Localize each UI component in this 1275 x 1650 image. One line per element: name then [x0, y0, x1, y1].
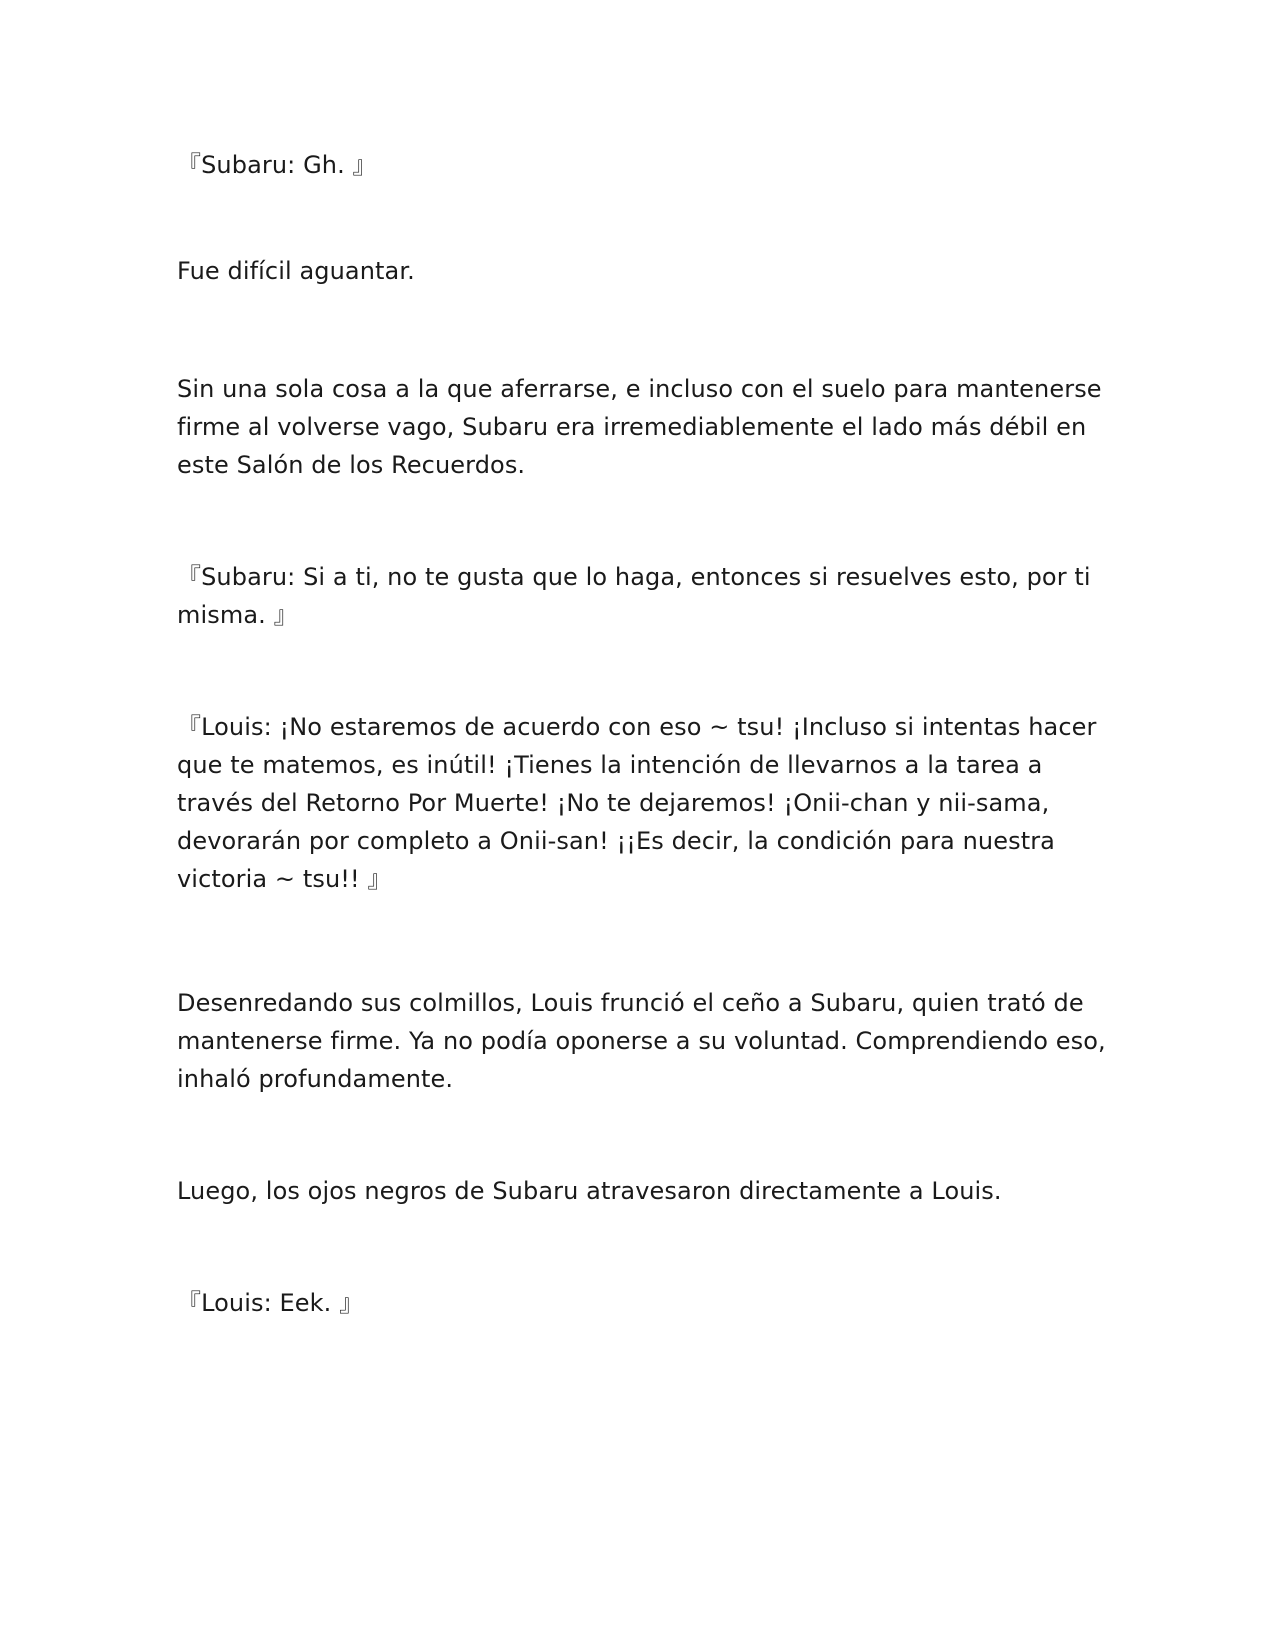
paragraph-subaru-gh: 『Subaru: Gh. 』 — [177, 151, 377, 179]
paragraph-luego-ojos-negros: Luego, los ojos negros de Subaru atravesaron directamente a Louis. — [177, 1177, 1002, 1205]
paragraph-desenredando: Desenredando sus colmillos, Louis frunció el ceño a Subaru, quien trató de mantenerse firme. Ya no podía oponerse a su voluntad. Comprendiendo eso, inhaló profundamente. — [177, 989, 1114, 1093]
paragraph-louis-no-estaremos: 『Louis: ¡No estaremos de acuerdo con eso ~ tsu! ¡Incluso si intentas hacer que te matemos, es inútil! ¡Tienes la intención de llevarnos a la tarea a través del Retorno Por Muerte! ¡No te dejaremos! ¡Onii-chan y nii-sama, devorarán por completo a Onii-san! ¡¡Es decir, la condición para nuestra victoria ~ tsu!! 』 — [177, 713, 1105, 893]
paragraph-subaru-si-a-ti: 『Subaru: Si a ti, no te gusta que lo haga, entonces si resuelves esto, por ti misma. 』 — [177, 563, 1099, 629]
paragraph-louis-eek: 『Louis: Eek. 』 — [177, 1289, 364, 1317]
paragraph-sin-una-sola-cosa: Sin una sola cosa a la que aferrarse, e incluso con el suelo para mantenerse firme al volverse vago, Subaru era irremediablemente el lado más débil en este Salón de los Recuerdos. — [177, 375, 1110, 479]
paragraph-fue-dificil: Fue difícil aguantar. — [177, 257, 415, 285]
